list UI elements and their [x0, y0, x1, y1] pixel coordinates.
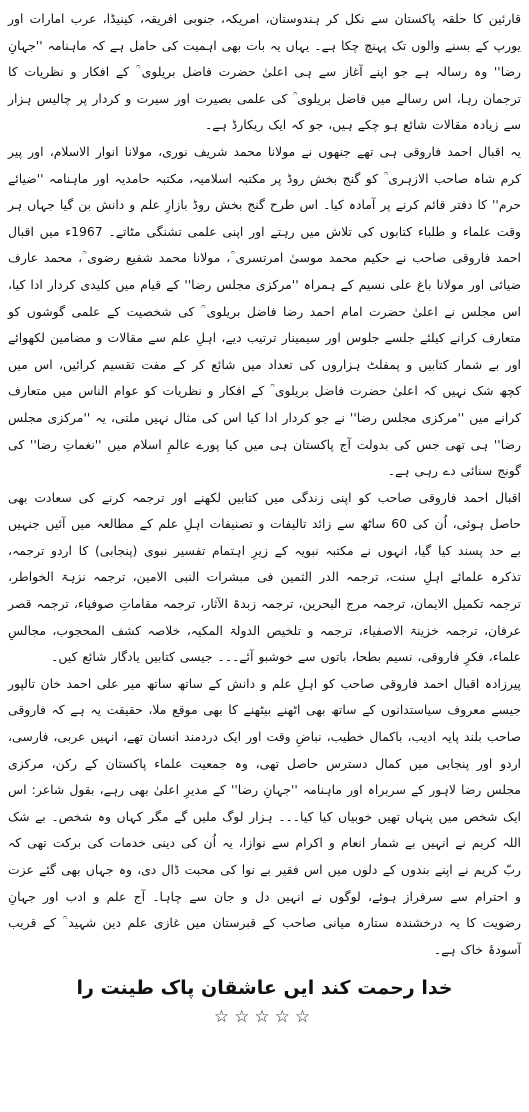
paragraph-personality-legacy: پیرزادہ اقبال احمد فاروقی صاحب کو اہلِ علم و دانش کے ساتھ ساتھ میر علی احمد خان تالپور جیسے معروف سیاستدانوں کے ساتھ بھی اٹھنے بیٹھنے کا بھی موقع ملا، حقیقت یہ ہے کہ فاروقی صاحب بلند پایہ ادیب، باکمال خطیب، نباضِ وقت اور ایک دردمند انسان تھے، انہیں عربی، فارسی، اردو اور پنجابی میں کمال دسترس حاصل تھی، وہ جمعیت علماء پاکستان کے رکن، مرکزی مجلس رضا لاہور کے سربراہ اور ماہنامہ ''جہانِ رضا'' کے مدیرِ اعلیٰ بھی رہے، بقول شاعر: اس ایک شخص میں پنہاں تھیں خوبیاں کیا کیا۔۔۔ ہزار لوگ ملیں گے مگر کہاں وہ شخص۔ بے شک اللہ کریم نے انہیں بے شمار انعام و اکرام سے نوازا، یہ اُن کی دینی خدمات کی برکت تھی کہ ربّ کریم نے اپنے بندوں کے دلوں میں اس فقیر بے نوا کی محبت ڈال دی، وہ جہاں بھی گئے عزت و احترام سے سرفراز ہوئے، لوگوں نے انہیں دل و جان سے چاہا۔ آج علم و ادب اور جہانِ رضویت کا یہ درخشندہ ستارہ میانی صاحب کے قبرستان میں غازی علم دین شہید ؒ کے قریب آسودۂ خاک ہے۔ — [8, 675, 521, 957]
paragraph-readership: قارئین کا حلقہ پاکستان سے نکل کر ہندوستان، امریکہ، جنوبی افریقہ، کینیڈا، عرب امارات اور یورپ کے بسنے والوں تک پہنچ چکا ہے۔ یہاں یہ بات بھی اہمیت کی حامل ہے کہ ماہنامہ ''جہانِ رضا'' وہ رسالہ ہے جو اپنے آغاز سے ہی اعلیٰ حضرت فاضل بریلوی ؒ کے افکار و نظریات کا ترجمان رہا، اس رسالے میں فاضل بریلوی ؒ کی علمی بصیرت اور سیرت و کردار پر چالیس ہزار سے زیادہ مقالات شائع ہو چکے ہیں، جو کہ ایک ریکارڈ ہے۔ — [8, 11, 521, 133]
closing-star-divider: ☆☆☆☆☆ — [213, 1007, 316, 1028]
paragraph-markazi-majlis-raza: یہ اقبال احمد فاروقی ہی تھے جنھوں نے مولانا محمد شریف نوری، مولانا انوار الاسلام، اور پیر کرم شاہ صاحب الازہری ؒ کو گنج بخش روڈ پر مکتبہ اسلامیہ، مکتبہ حامدیہ اور ماہنامہ ''ضیائے حرم'' کا دفتر قائم کرنے پر آمادہ کیا۔ اس طرح گنج بخش روڈ بازارِ علم و دانش بن گیا جہاں ہر وقت علماء و طلباء کتابوں کی تلاش میں رہتے اور اپنی علمی تشنگی مٹاتے۔ 1967ء میں اقبال احمد فاروقی صاحب نے حکیم محمد موسیٰ امرتسری ؒ، مولانا محمد شفیع رضوی ؒ، محمد عارف ضیائی اور مولانا باغ علی نسیم کے ہمراہ ''مرکزی مجلس رضا'' کے قیام میں کلیدی کردار ادا کیا، اس مجلس نے اعلیٰ حضرت امام احمد رضا فاضل بریلوی ؒ کی شخصیت کے علمی گوشوں کو متعارف کرانے کیلئے جلسے جلوس اور سیمینار ترتیب دیے، اہلِ علم سے مقالات و مضامین لکھوائے اور بے شمار کتابیں و پمفلٹ ہزاروں کی تعداد میں شائع کر کے مفت تقسیم کرائیں، اس میں کچھ شک نہیں کہ اعلیٰ حضرت فاضل بریلوی ؒ کے افکار و نظریات کو عوام الناس میں متعارف کرانے میں ''مرکزی مجلس رضا'' نے جو کردار ادا کیا اس کی مثال نہیں ملتی، یہ ''مرکزی مجلس رضا'' ہی تھی جس کی بدولت آج پاکستان ہی میں کیا پورے عالمِ اسلام میں ''نغماتِ رضا'' کی گونج سنائی دے رہی ہے۔ — [8, 143, 521, 479]
closing-persian-verse: خدا رحمت کند ایں عاشقان پاک طینت را — [76, 977, 453, 1000]
paragraph-books-translations: اقبال احمد فاروقی صاحب کو اپنی زندگی میں کتابیں لکھنے اور ترجمہ کرنے کی سعادت بھی حاصل ہوئی، اُن کی 60 ساٹھ سے زائد تالیفات و تصنیفات اہلِ علم کے مطالعہ میں آئیں جنہیں بے حد پسند کیا گیا، انہوں نے مکتبہ نبویہ کے زیرِ اہتمام تفسیر نبوی (پنجابی) کا اردو ترجمہ، تذکرہ علمائے اہلِ سنت، ترجمہ الدر الثمین فی مبشرات النبی الامین، ترجمہ نزہۃ الخواطر، ترجمہ تکمیل الایمان، ترجمہ مرج البحرین، ترجمہ زبدۃ الآثار، ترجمہ مقاماتِ صوفیاء، ترجمہ قصر عرفان، ترجمہ خزینۃ الاصفیاء، ترجمہ و تلخیص الدولۃ المکیہ، خلاصہ کشف المحجوب، مجالسِ علماء، فکرِ فاروقی، نسیم بطحا، باتوں سے خوشبو آئے۔۔۔ جیسی کتابیں یادگار شائع کیں۔ — [8, 489, 521, 665]
